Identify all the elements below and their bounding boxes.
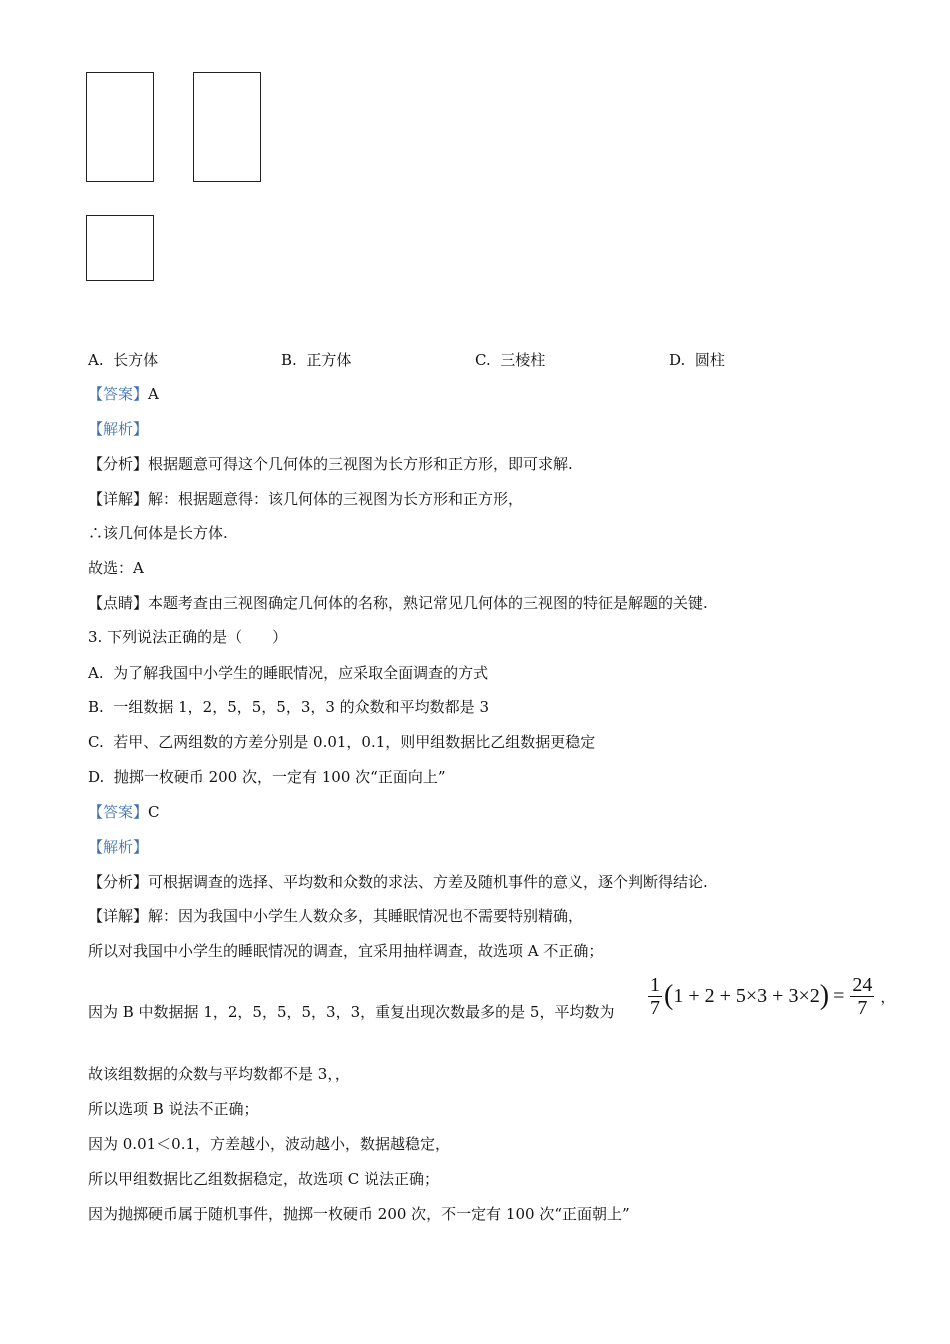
q2-option-b (281, 350, 351, 370)
answer-tag: 【答案】 (88, 385, 149, 403)
q3-xiangjie-line (88, 906, 583, 926)
dianjing-text: 本题考查由三视图确定几何体的名称，熟记常见几何体的三视图的特征是解题的关键. (148, 594, 708, 612)
fraction-numerator: 1 (650, 973, 660, 996)
top-view-square (86, 215, 154, 281)
q2-option-letter: D. (669, 351, 686, 369)
q2-option-letter: C. (475, 351, 491, 369)
q3-line-a: 所以对我国中小学生的睡眠情况的调查，宜采用抽样调查，故选项 A 不正确； (88, 942, 604, 960)
q3-line-b2: 故该组数据的众数与平均数都不是 3，， (88, 1065, 350, 1083)
q2-option-d (669, 350, 725, 370)
analysis-tag: 【解析】 (88, 420, 149, 438)
q3-option-letter: A. (88, 664, 104, 682)
q3-option-text: 抛掷一枚硬币 200 次，一定有 100 次“正面向上” (113, 768, 446, 786)
q3-line-b-prefix: 因为 B 中数据据 1，2，5，5，5，3，3，重复出现次数最多的是 5，平均数为 (88, 1003, 615, 1021)
q2-dianjing-line (88, 593, 708, 613)
analysis-tag: 【解析】 (88, 838, 149, 856)
q2-option-text: 长方体 (113, 351, 159, 369)
q2-option-text: 圆柱 (694, 351, 725, 369)
front-view-rectangle (86, 72, 154, 182)
q2-choose-line: 故选：A (88, 559, 144, 577)
q3-answer-line (88, 802, 160, 822)
fraction-numerator: 24 (852, 973, 873, 996)
fraction-denominator: 7 (857, 996, 868, 1019)
q2-option-c (475, 350, 545, 370)
q3-option-a (88, 663, 488, 683)
fenxi-text: 可根据调查的选择、平均数和众数的求法、方差及随机事件的意义，逐个判断得结论. (148, 873, 708, 891)
mean-formula (646, 970, 895, 1022)
q2-analysis-line (88, 419, 148, 439)
equals-sign: = (833, 984, 845, 1007)
q3-analysis-line (88, 837, 148, 857)
fenxi-tag: 【分析】 (88, 455, 149, 473)
result-fraction (850, 974, 874, 1019)
q3-option-text: 一组数据 1，2，5，5，5，3，3 的众数和平均数都是 3 (113, 698, 489, 716)
open-paren: ( (664, 980, 674, 1011)
q3-line-b3: 所以选项 B 说法不正确； (88, 1100, 259, 1118)
q2-xiangjie-line (88, 489, 523, 509)
q3-option-b (88, 697, 489, 717)
answer-tag: 【答案】 (88, 803, 149, 821)
q3-option-letter: D. (88, 768, 105, 786)
formula-tail: ， (880, 989, 896, 1006)
xiangjie-text: 解：因为我国中小学生人数众多，其睡眠情况也不需要特别精确， (148, 907, 584, 925)
dianjing-tag: 【点睛】 (88, 594, 149, 612)
fenxi-tag: 【分析】 (88, 873, 149, 891)
answer-value: C (148, 803, 160, 821)
q3-stem: 3. 下列说法正确的是（ ） (88, 628, 288, 646)
q2-option-text: 三棱柱 (500, 351, 546, 369)
q3-line-c1: 因为 0.01＜0.1，方差越小，波动越小，数据越稳定， (88, 1135, 451, 1153)
q2-option-a (88, 350, 158, 370)
coefficient-fraction (648, 974, 662, 1019)
q2-option-letter: A. (88, 351, 104, 369)
fraction-denominator: 7 (650, 996, 660, 1019)
q3-option-d (88, 767, 445, 787)
fenxi-text: 根据题意可得这个几何体的三视图为长方形和正方形，即可求解. (148, 455, 573, 473)
q2-option-text: 正方体 (306, 351, 352, 369)
q3-option-text: 若甲、乙两组数的方差分别是 0.01，0.1，则甲组数据比乙组数据更稳定 (113, 733, 596, 751)
q3-option-letter: B. (88, 698, 104, 716)
xiangjie-tag: 【详解】 (88, 907, 149, 925)
xiangjie-text: 解：根据题意得：该几何体的三视图为长方形和正方形， (148, 490, 524, 508)
q3-option-text: 为了解我国中小学生的睡眠情况，应采取全面调查的方式 (113, 664, 489, 682)
q3-line-d1: 因为抛掷硬币属于随机事件，抛掷一枚硬币 200 次，不一定有 100 次“正面朝上” (88, 1205, 630, 1223)
q2-conclusion-line: ∴该几何体是长方体. (88, 524, 228, 542)
q3-option-letter: C. (88, 733, 104, 751)
q3-line-c2: 所以甲组数据比乙组数据稳定，故选项 C 说法正确； (88, 1170, 440, 1188)
answer-value: A (148, 385, 159, 403)
q3-option-c (88, 732, 595, 752)
q2-fenxi-line (88, 454, 573, 474)
q3-fenxi-line (88, 872, 708, 892)
close-paren: ) (819, 980, 830, 1011)
side-view-rectangle (193, 72, 261, 182)
q2-answer-line (88, 384, 159, 404)
q2-option-letter: B. (281, 351, 297, 369)
xiangjie-tag: 【详解】 (88, 490, 149, 508)
formula-body: 1 + 2 + 5×3 + 3×2 (673, 984, 820, 1007)
